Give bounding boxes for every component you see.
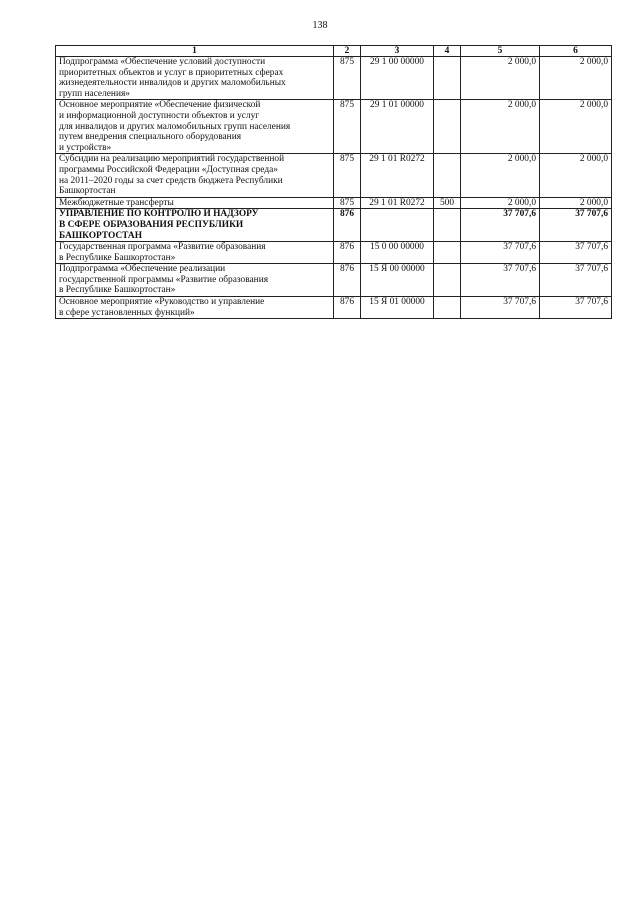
- row-name-cell: [56, 264, 334, 297]
- row-name-line: Основное мероприятие «Обеспечение физической: [59, 100, 261, 111]
- code-cell: 876: [334, 264, 361, 297]
- row-name-cell: [56, 100, 334, 154]
- row-name-line: и информационной доступности объектов и услуг: [59, 110, 260, 121]
- target-article-cell: 15 Я 01 00000: [361, 297, 434, 319]
- amount-cell: 37 707,6: [540, 209, 612, 242]
- amount-cell: 2 000,0: [461, 197, 540, 209]
- row-name-line: Основное мероприятие «Руководство и управление: [59, 297, 265, 308]
- table-row: [56, 209, 612, 242]
- row-name-line: и устройств»: [59, 142, 112, 153]
- page-number: 138: [312, 20, 328, 31]
- target-article-cell: 29 1 00 00000: [361, 57, 434, 100]
- expense-type-cell: [434, 242, 461, 264]
- target-article-cell: 15 Я 00 00000: [361, 264, 434, 297]
- code-cell: 876: [334, 242, 361, 264]
- amount-cell: 37 707,6: [461, 242, 540, 264]
- expense-type-cell: [434, 264, 461, 297]
- table-row: [56, 197, 612, 209]
- header-row: [56, 46, 612, 57]
- target-article-cell: 29 1 01 R0272: [361, 197, 434, 209]
- table-row: [56, 264, 612, 297]
- row-name-line: путем внедрения специального оборудования: [59, 132, 242, 143]
- amount-cell: 37 707,6: [461, 297, 540, 319]
- amount-cell: 37 707,6: [461, 209, 540, 242]
- row-name-line: в Республике Башкортостан»: [59, 285, 176, 296]
- table-row: [56, 100, 612, 154]
- amount-cell: 37 707,6: [540, 242, 612, 264]
- target-article-cell: [361, 209, 434, 242]
- row-name-line: БАШКОРТОСТАН: [59, 230, 142, 241]
- amount-cell: 2 000,0: [540, 100, 612, 154]
- row-name-cell: [56, 209, 334, 242]
- row-name-line: УПРАВЛЕНИЕ ПО КОНТРОЛЮ И НАДЗОРУ: [59, 209, 259, 220]
- header-col-4: 4: [434, 46, 461, 57]
- row-name-line: Подпрограмма «Обеспечение условий доступности: [59, 57, 266, 67]
- row-name-line: приоритетных объектов и услуг в приоритетных сферах: [59, 67, 284, 78]
- header-col-5: 5: [461, 46, 540, 57]
- amount-cell: 2 000,0: [540, 197, 612, 209]
- code-cell: 875: [334, 197, 361, 209]
- amount-cell: 2 000,0: [461, 100, 540, 154]
- expense-type-cell: [434, 154, 461, 197]
- amount-cell: 37 707,6: [540, 264, 612, 297]
- row-name-line: в сфере установленных функций»: [59, 307, 195, 318]
- row-name-line: жизнедеятельности инвалидов и других маломобильных: [59, 78, 286, 89]
- row-name-line: Субсидии на реализацию мероприятий государственной: [59, 154, 285, 165]
- header-col-6: 6: [540, 46, 612, 57]
- row-name-line: Государственная программа «Развитие образования: [59, 242, 266, 253]
- row-name-line: программы Российской Федерации «Доступная среда»: [59, 164, 278, 175]
- target-article-cell: 15 0 00 00000: [361, 242, 434, 264]
- expense-type-cell: [434, 297, 461, 319]
- row-name-cell: [56, 57, 334, 100]
- row-name-line: Подпрограмма «Обеспечение реализации: [59, 264, 226, 275]
- target-article-cell: 29 1 01 00000: [361, 100, 434, 154]
- amount-cell: 2 000,0: [540, 57, 612, 100]
- row-name-cell: [56, 242, 334, 264]
- target-article-cell: 29 1 01 R0272: [361, 154, 434, 197]
- row-name-line: для инвалидов и других маломобильных групп населения: [59, 121, 291, 132]
- header-col-2: 2: [334, 46, 361, 57]
- code-cell: 875: [334, 100, 361, 154]
- expense-type-cell: 500: [434, 197, 461, 209]
- row-name-cell: [56, 154, 334, 197]
- expense-type-cell: [434, 100, 461, 154]
- row-name-line: В СФЕРЕ ОБРАЗОВАНИЯ РЕСПУБЛИКИ: [59, 219, 244, 230]
- table-row: [56, 57, 612, 100]
- budget-table: [55, 45, 612, 319]
- header-col-3: 3: [361, 46, 434, 57]
- expense-type-cell: [434, 57, 461, 100]
- amount-cell: 2 000,0: [540, 154, 612, 197]
- code-cell: 875: [334, 57, 361, 100]
- row-name-line: Башкортостан: [59, 186, 116, 197]
- amount-cell: 2 000,0: [461, 57, 540, 100]
- expense-type-cell: [434, 209, 461, 242]
- amount-cell: 2 000,0: [461, 154, 540, 197]
- row-name-line: на 2011–2020 годы за счет средств бюджета Республики: [59, 175, 283, 186]
- amount-cell: 37 707,6: [540, 297, 612, 319]
- row-name-line: групп населения»: [59, 88, 130, 99]
- code-cell: 876: [334, 297, 361, 319]
- amount-cell: 37 707,6: [461, 264, 540, 297]
- row-name-line: государственной программы «Развитие образования: [59, 274, 269, 285]
- table-row: [56, 154, 612, 197]
- row-name-line: Межбюджетные трансферты: [59, 197, 174, 208]
- row-name-line: в Республике Башкортостан»: [59, 252, 176, 263]
- table-row: [56, 297, 612, 319]
- code-cell: 876: [334, 209, 361, 242]
- row-name-cell: [56, 197, 334, 209]
- header-col-1: 1: [56, 46, 334, 57]
- code-cell: 875: [334, 154, 361, 197]
- row-name-cell: [56, 297, 334, 319]
- table-row: [56, 242, 612, 264]
